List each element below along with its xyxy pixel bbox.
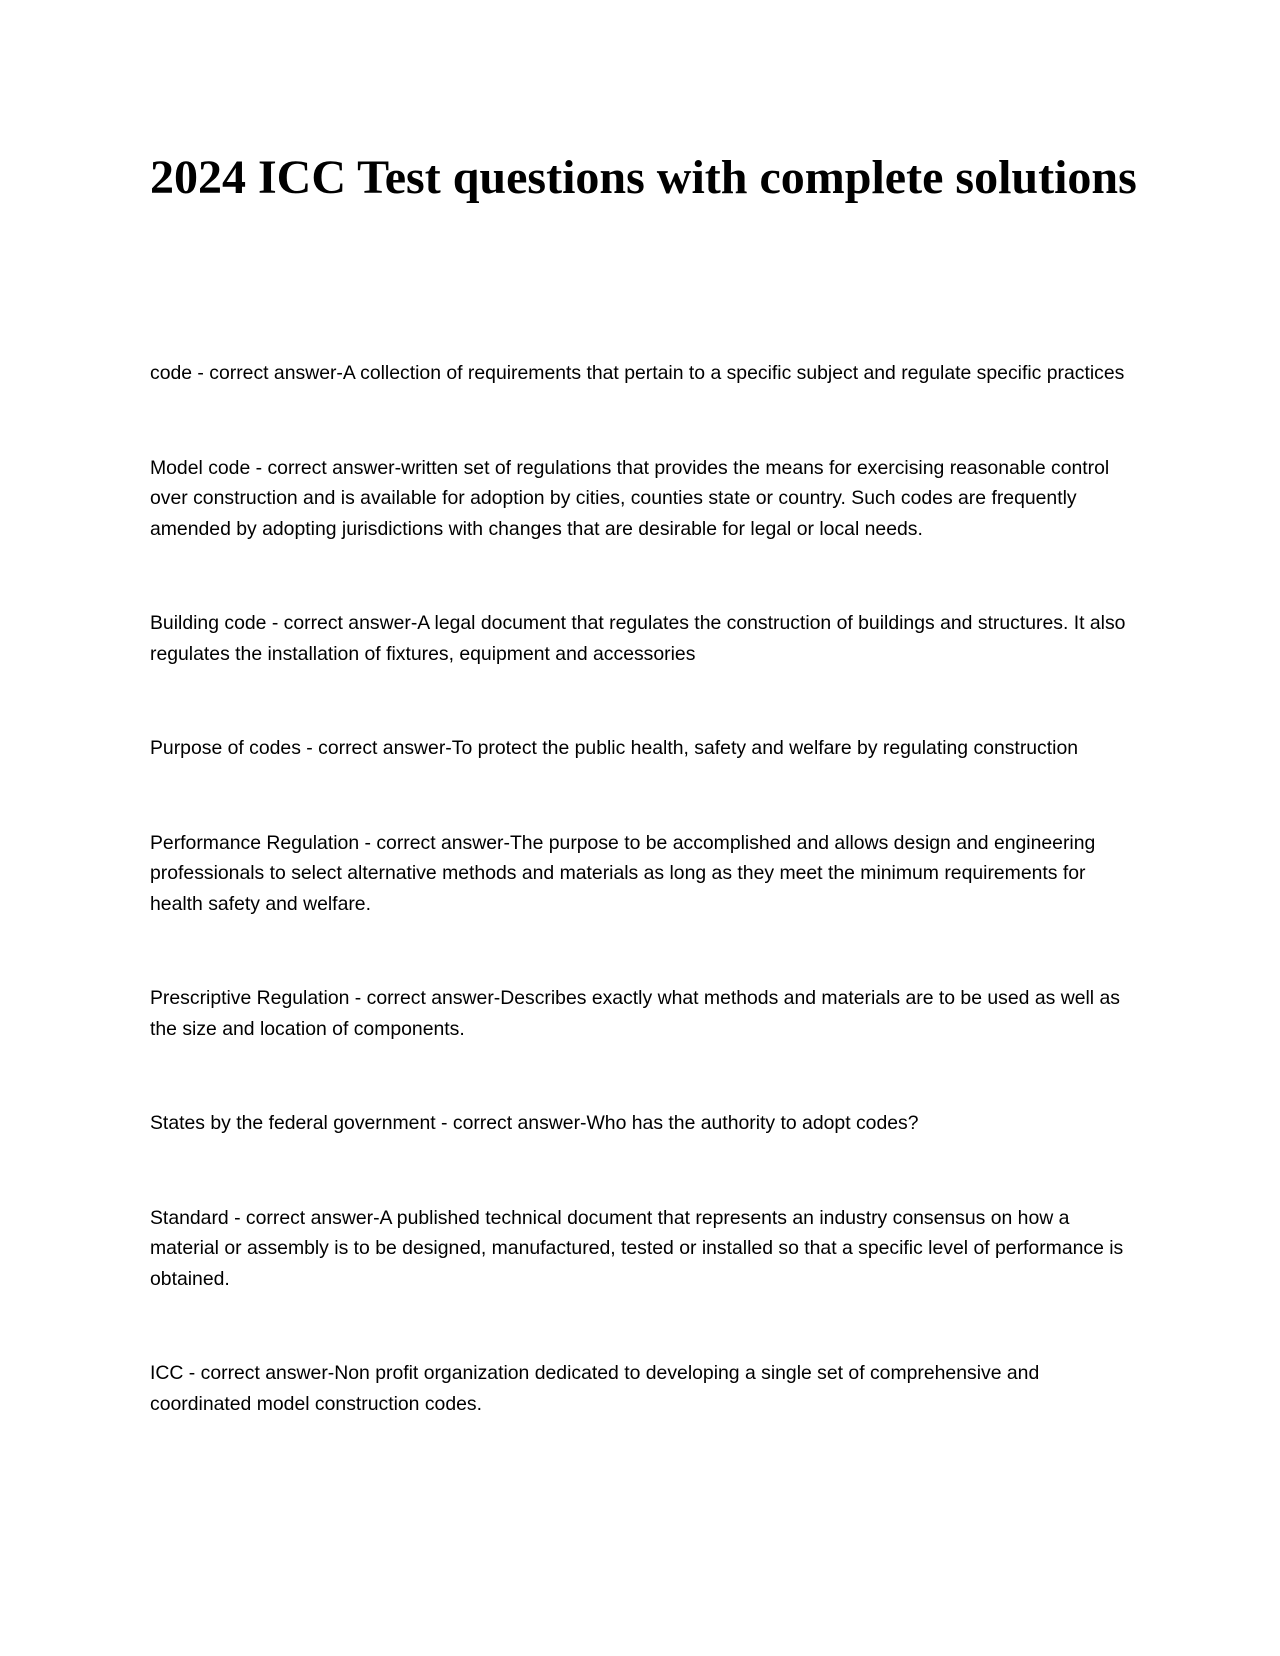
qa-list	[150, 358, 1128, 1483]
qa-entry-code: code - correct answer-A collection of requirements that pertain to a specific subject and regulate specific practices	[150, 362, 1125, 384]
document-title: 2024 ICC Test questions with complete solutions	[150, 151, 1137, 204]
qa-entry-purpose-of-codes: Purpose of codes - correct answer-To protect the public health, safety and welfare by regulating construction	[150, 737, 1079, 759]
qa-entry-prescriptive-regulation: Prescriptive Regulation - correct answer-Describes exactly what methods and materials are to be used as well as the size and location of components.	[150, 987, 1120, 1040]
qa-entry-performance-regulation: Performance Regulation - correct answer-The purpose to be accomplished and allows design and engineering professionals to select alternative methods and materials as long as they meet the minimum requirements for health safety and welfare.	[150, 831, 1096, 915]
qa-entry-icc: ICC - correct answer-Non profit organization dedicated to developing a single set of comprehensive and coordinated model construction codes.	[150, 1362, 1040, 1415]
qa-entry-building-code: Building code - correct answer-A legal document that regulates the construction of buildings and structures. It also regulates the installation of fixtures, equipment and accessories	[150, 612, 1126, 665]
qa-entry-model-code: Model code - correct answer-written set of regulations that provides the means for exercising reasonable control over construction and is available for adoption by cities, counties state or country. Such codes are frequently amended by adopting jurisdictions with changes that are desirable for legal or local needs.	[150, 456, 1110, 540]
qa-entry-standard: Standard - correct answer-A published technical document that represents an industry consensus on how a material or assembly is to be designed, manufactured, tested or installed so that a specific level of performance is obtained.	[150, 1206, 1124, 1290]
qa-entry-authority-to-adopt: States by the federal government - correct answer-Who has the authority to adopt codes?	[150, 1112, 919, 1134]
